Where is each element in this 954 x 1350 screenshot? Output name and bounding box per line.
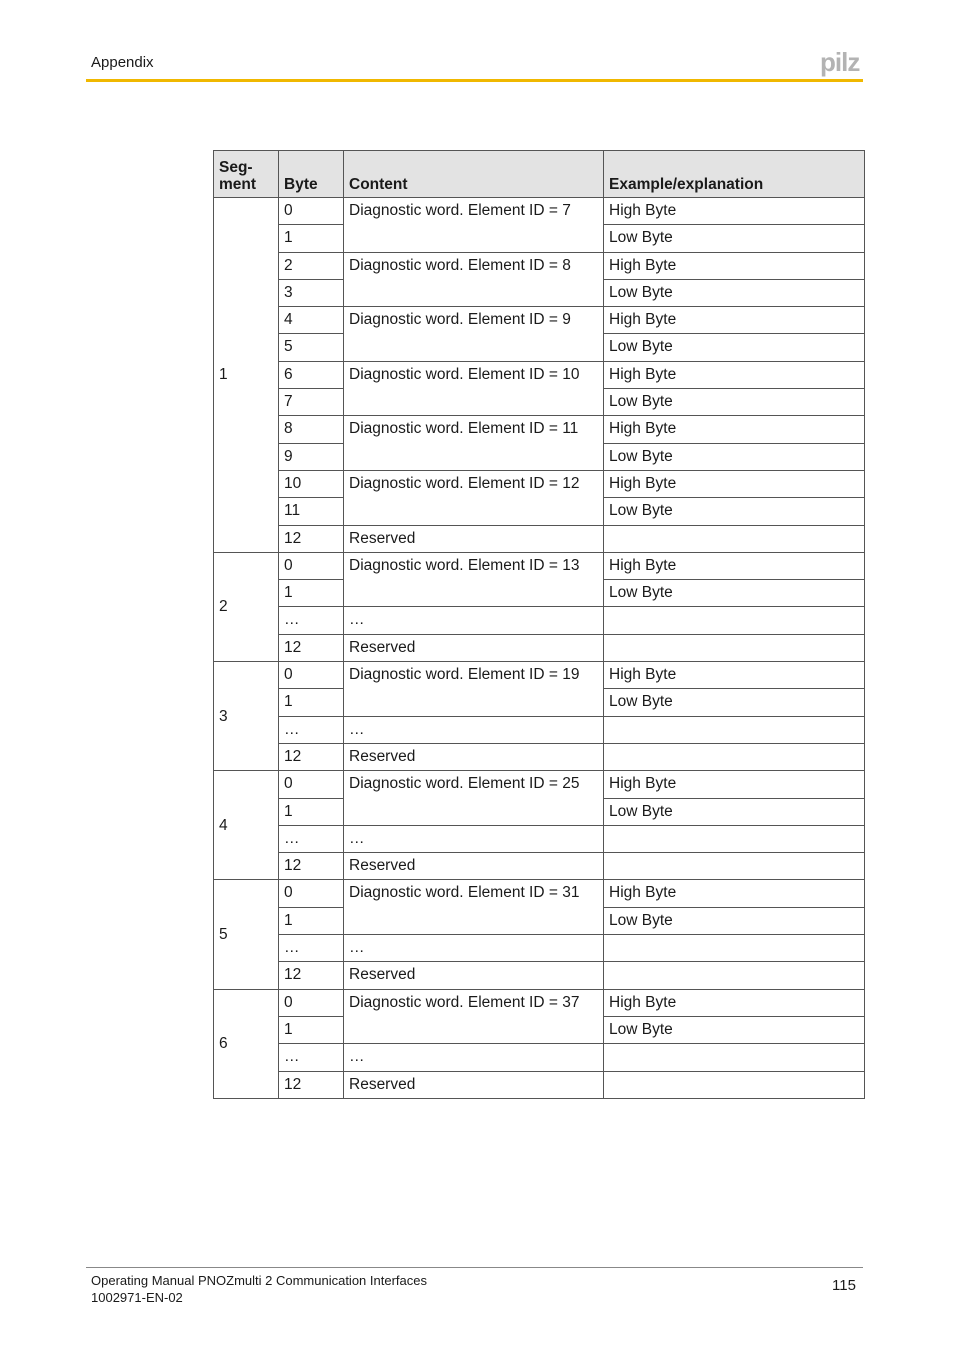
table-row: [214, 252, 865, 279]
example-cell: Low Byte: [604, 498, 865, 525]
byte-cell: 1: [279, 907, 344, 934]
byte-cell: 2: [279, 252, 344, 279]
example-cell: High Byte: [604, 470, 865, 497]
content-cell: Reserved: [344, 525, 604, 552]
example-cell: [604, 935, 865, 962]
header-rule: [86, 79, 863, 82]
table-row: [214, 552, 865, 579]
table-row: [214, 1044, 865, 1071]
example-cell: High Byte: [604, 198, 865, 225]
content-cell: …: [344, 716, 604, 743]
example-cell: High Byte: [604, 880, 865, 907]
table-row: [214, 853, 865, 880]
content-cell: Diagnostic word. Element ID = 13: [344, 552, 604, 607]
byte-cell: 8: [279, 416, 344, 443]
byte-cell: …: [279, 825, 344, 852]
example-cell: [604, 825, 865, 852]
segment-cell: 5: [214, 880, 279, 989]
table-row: [214, 771, 865, 798]
byte-cell: 7: [279, 389, 344, 416]
table-row: [214, 361, 865, 388]
table-row: [214, 198, 865, 225]
byte-cell: 12: [279, 743, 344, 770]
byte-cell: …: [279, 1044, 344, 1071]
table-row: [214, 525, 865, 552]
example-cell: High Byte: [604, 989, 865, 1016]
table-body: [214, 198, 865, 1099]
content-cell: Reserved: [344, 743, 604, 770]
example-cell: [604, 853, 865, 880]
segment-cell: 1: [214, 198, 279, 553]
example-cell: Low Byte: [604, 334, 865, 361]
content-cell: Diagnostic word. Element ID = 31: [344, 880, 604, 935]
content-cell: Diagnostic word. Element ID = 19: [344, 662, 604, 717]
table-row: [214, 1071, 865, 1098]
byte-cell: 1: [279, 1016, 344, 1043]
byte-cell: 12: [279, 962, 344, 989]
table-header-row: [214, 151, 865, 198]
column-header-segment: Seg- ment: [214, 151, 279, 198]
column-header-byte: Byte: [279, 151, 344, 198]
table-row: [214, 825, 865, 852]
byte-cell: 3: [279, 279, 344, 306]
manual-title: Operating Manual PNOZmulti 2 Communication Interfaces: [91, 1273, 427, 1288]
content-cell: Reserved: [344, 1071, 604, 1098]
content-cell: Diagnostic word. Element ID = 12: [344, 470, 604, 525]
content-cell: Diagnostic word. Element ID = 37: [344, 989, 604, 1044]
example-cell: [604, 743, 865, 770]
table-row: [214, 416, 865, 443]
byte-cell: 6: [279, 361, 344, 388]
table-row: [214, 880, 865, 907]
byte-cell: 5: [279, 334, 344, 361]
table-row: [214, 743, 865, 770]
content-cell: Diagnostic word. Element ID = 9: [344, 307, 604, 362]
page-number: 115: [832, 1277, 856, 1294]
content-cell: …: [344, 1044, 604, 1071]
segment-cell: 4: [214, 771, 279, 880]
byte-cell: 4: [279, 307, 344, 334]
example-cell: Low Byte: [604, 279, 865, 306]
content-cell: Diagnostic word. Element ID = 11: [344, 416, 604, 471]
byte-cell: 0: [279, 880, 344, 907]
example-cell: Low Byte: [604, 1016, 865, 1043]
example-cell: High Byte: [604, 771, 865, 798]
byte-cell: 0: [279, 552, 344, 579]
example-cell: [604, 716, 865, 743]
content-cell: Diagnostic word. Element ID = 8: [344, 252, 604, 307]
example-cell: [604, 607, 865, 634]
pilz-logo-icon: [820, 50, 864, 78]
table-row: [214, 989, 865, 1016]
byte-cell: 0: [279, 989, 344, 1016]
content-cell: Diagnostic word. Element ID = 25: [344, 771, 604, 826]
table-row: [214, 634, 865, 661]
table-row: [214, 962, 865, 989]
table-row: [214, 662, 865, 689]
byte-cell: 12: [279, 1071, 344, 1098]
example-cell: High Byte: [604, 361, 865, 388]
example-cell: Low Byte: [604, 580, 865, 607]
byte-cell: 0: [279, 771, 344, 798]
table-row: [214, 607, 865, 634]
byte-cell: 1: [279, 580, 344, 607]
example-cell: [604, 1044, 865, 1071]
example-cell: [604, 525, 865, 552]
segment-cell: 3: [214, 662, 279, 771]
example-cell: Low Byte: [604, 798, 865, 825]
example-cell: [604, 634, 865, 661]
example-cell: [604, 962, 865, 989]
segment-cell: 2: [214, 552, 279, 661]
example-cell: Low Byte: [604, 689, 865, 716]
byte-cell: 11: [279, 498, 344, 525]
example-cell: [604, 1071, 865, 1098]
content-cell: Diagnostic word. Element ID = 7: [344, 198, 604, 253]
byte-cell: …: [279, 935, 344, 962]
example-cell: High Byte: [604, 307, 865, 334]
content-cell: …: [344, 825, 604, 852]
byte-cell: 12: [279, 525, 344, 552]
example-cell: Low Byte: [604, 389, 865, 416]
byte-cell: 1: [279, 689, 344, 716]
diagnostic-word-table: [213, 150, 865, 1099]
logo-text: pilz: [820, 50, 860, 77]
table-row: [214, 716, 865, 743]
example-cell: Low Byte: [604, 907, 865, 934]
example-cell: High Byte: [604, 552, 865, 579]
table-row: [214, 470, 865, 497]
content-cell: Diagnostic word. Element ID = 10: [344, 361, 604, 416]
byte-cell: 12: [279, 853, 344, 880]
byte-cell: …: [279, 607, 344, 634]
example-cell: High Byte: [604, 662, 865, 689]
example-cell: Low Byte: [604, 225, 865, 252]
segment-cell: 6: [214, 989, 279, 1098]
content-cell: Reserved: [344, 853, 604, 880]
byte-cell: 1: [279, 798, 344, 825]
content-cell: …: [344, 935, 604, 962]
byte-cell: 0: [279, 662, 344, 689]
footer-rule: [86, 1267, 863, 1268]
byte-cell: …: [279, 716, 344, 743]
byte-cell: 9: [279, 443, 344, 470]
table-row: [214, 307, 865, 334]
section-title: Appendix: [91, 54, 154, 71]
example-cell: High Byte: [604, 252, 865, 279]
example-cell: Low Byte: [604, 443, 865, 470]
content-cell: …: [344, 607, 604, 634]
column-header-content: Content: [344, 151, 604, 198]
content-cell: Reserved: [344, 634, 604, 661]
table-row: [214, 935, 865, 962]
content-cell: Reserved: [344, 962, 604, 989]
document-number: 1002971-EN-02: [91, 1290, 183, 1305]
byte-cell: 0: [279, 198, 344, 225]
example-cell: High Byte: [604, 416, 865, 443]
byte-cell: 1: [279, 225, 344, 252]
column-header-example: Example/explanation: [604, 151, 865, 198]
byte-cell: 12: [279, 634, 344, 661]
byte-cell: 10: [279, 470, 344, 497]
